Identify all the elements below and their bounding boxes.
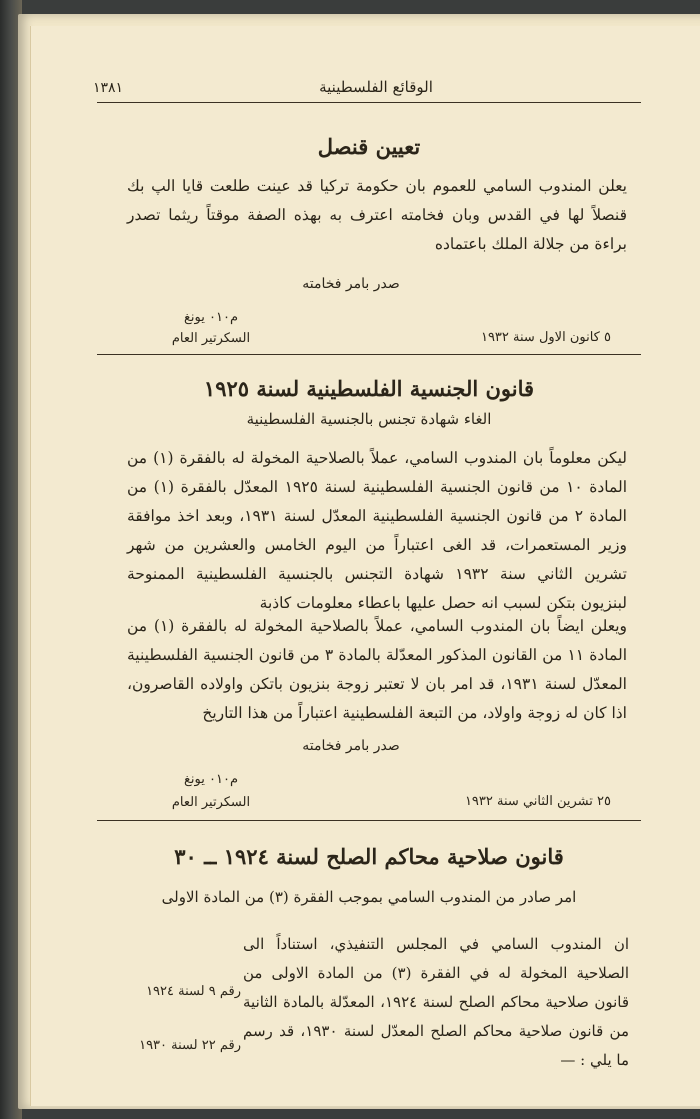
section3-margin-note2: رقم ٢٢ لسنة ١٩٣٠ — [139, 1038, 241, 1053]
gazette-page — [18, 14, 700, 1109]
section1-date: ٥ كانون الاول سنة ١٩٣٢ — [480, 330, 611, 345]
section2-signatory: م٠١٠ يونغ — [183, 772, 239, 787]
page-inner — [30, 26, 700, 1106]
section2-divider — [97, 820, 641, 821]
section1-divider — [97, 354, 641, 355]
section1-issued-by: صدر بامر فخامته — [302, 276, 400, 292]
section2-signatory-title: السكرتير العام — [171, 795, 251, 810]
section2-title: قانون الجنسية الفلسطينية لسنة ١٩٢٥ — [203, 376, 535, 401]
section1-title: تعيين قنصل — [317, 134, 421, 159]
section2-subtitle: الغاء شهادة تجنس بالجنسية الفلسطينية — [246, 410, 492, 428]
section3-subtitle: امر صادر من المندوب السامي بموجب الفقرة (٣) من المادة الاولى — [161, 888, 577, 906]
section2-date: ٢٥ تشرين الثاني سنة ١٩٣٢ — [464, 794, 611, 809]
section1-paragraph: يعلن المندوب السامي للعموم بان حكومة تركيا قد عينت طلعت قايا الپ بك قنصلاً لها في القدس وبان فخامته اعترف به بهذه الصفة موقتاً ريثما تصدر براءة من جلالة الملك باعتماده — [127, 177, 627, 253]
section3-paragraph: ان المندوب السامي في المجلس التنفيذي، استناداً الى الصلاحية المخولة له في الفقرة (٣) من المادة الاولى من قانون صلاحية محاكم الصلح لسنة ١٩٢٤، المعدّلة بالمادة الثانية من قانون صلاحية محاكم الصلح المعدّل لسنة ١٩٣٠، قد رسم ما يلي : — — [243, 935, 630, 1069]
section1-signatory: م٠١٠ يونغ — [183, 310, 239, 325]
section3-title: قانون صلاحية محاكم الصلح لسنة ١٩٢٤ ــ ٣٠ — [174, 844, 564, 869]
page-number: ١٣٨١ — [93, 80, 124, 96]
section1-signatory-title: السكرتير العام — [171, 331, 251, 346]
section3-margin-note1: رقم ٩ لسنة ١٩٢٤ — [146, 984, 241, 999]
section2-paragraph1: ليكن معلوماً بان المندوب السامي، عملاً بالصلاحية المخولة له بالفقرة (١) من المادة ١٠ من قانون الجنسية الفلسطينية لسنة ١٩٢٥ المعدّل بالفقرة (١) من المادة ٢ من قانون الجنسية الفلسطينية المعدّل لسنة ١٩٣١، وبعد اخذ موافقة وزير المستعمرات، قد الغى اعتباراً من اليوم الخامس والعشرين من شهر تشرين الثاني سنة ١٩٣٢ شهادة التجنس بالجنسية الفلسطينية الممنوحة لبنزيون بتكن لسبب انه حصل عليها باعطاء معلومات كاذبة — [127, 449, 628, 612]
section2-paragraph2: ويعلن ايضاً بان المندوب السامي، عملاً بالصلاحية المخولة له بالفقرة (١) من المادة ١١ من القانون المذكور المعدّلة بالمادة ٣ من قانون الجنسية الفلسطينية المعدّل لسنة ١٩٣١، قد امر بان لا تعتبر زوجة بنزيون باتكن واولاده القاصرون، اذا كان له زوجة واولاد، من التبعة الفلسطينية اعتباراً من هذا التاريخ — [127, 617, 628, 722]
gazette-name: الوقائع الفلسطينية — [319, 78, 433, 96]
section2-issued-by: صدر بامر فخامته — [302, 738, 400, 754]
header-rule — [97, 102, 641, 103]
